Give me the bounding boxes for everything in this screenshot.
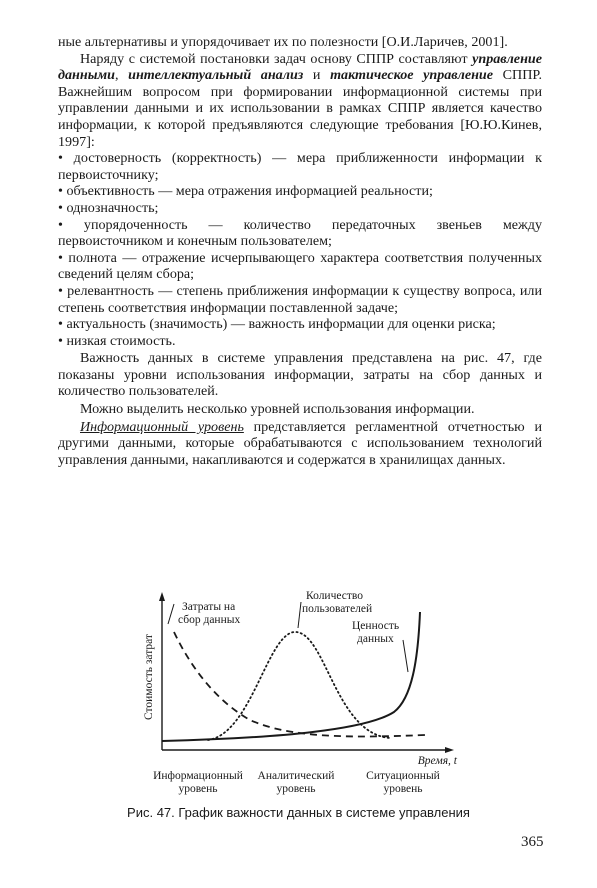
curve-data-costs [174, 632, 425, 736]
bullet-item: • объективность — мера отражения информацией реальности; [58, 183, 433, 200]
figure-47 [130, 588, 470, 800]
term-information-level: Информационный уровень [80, 418, 244, 435]
figure-svg [130, 588, 470, 800]
x-axis-arrow [445, 747, 454, 753]
y-axis-arrow [159, 592, 165, 601]
y-axis-label: Стоимость затрат [143, 634, 155, 720]
text-run: , [114, 67, 129, 84]
leader-users [298, 602, 301, 628]
bullet-item: • полнота — отражение исчерпывающего характера соответствия полученных сведений целям сбора; [58, 249, 542, 283]
level-situational-word: уровень [383, 783, 423, 795]
leader-value [403, 640, 408, 672]
level-analytical-word: уровень [276, 783, 316, 795]
figure-caption: Рис. 47. График важности данных в системе управления [127, 805, 470, 820]
label-users-line1: Количество [306, 590, 363, 602]
paragraph-info-level [58, 419, 542, 469]
level-informational: Информационный [153, 770, 243, 782]
bullet-item: • достоверность (корректность) — мера приближенности информации к первоисточнику; [58, 150, 542, 183]
paragraph-importance: Важность данных в системе управления представлена на рис. 47, где показаны уровни использования информации, затраты на сбор данных и количество пользователей. [58, 350, 542, 400]
level-informational-word: уровень [178, 783, 218, 795]
term-data-management: управление данными [58, 50, 542, 84]
label-value-line1: Ценность [352, 620, 400, 632]
level-situational: Ситуационный [366, 770, 440, 782]
paragraph-continuation: ные альтернативы и упорядочивает их по полезности [О.И.Ларичев, 2001]. [58, 34, 508, 50]
text-run: представляется регламентной отчетностью и другими данными, которые обрабатываются с использованием технологий управления данными, накапливаются и содержатся в хранилищах данных. [58, 418, 542, 468]
term-intelligent-analysis: интеллектуальный анализ [128, 67, 304, 84]
level-analytical: Аналитический [257, 770, 335, 782]
bullet-item: • низкая стоимость. [58, 332, 176, 349]
bullet-item: • однозначность; [58, 199, 159, 216]
page-number: 365 [521, 834, 544, 850]
x-axis-label: Время, t [417, 755, 457, 767]
bullet-item: • релевантность — степень приближения информации к существу вопроса, или степень соответствия информации поставленной задаче; [58, 282, 542, 316]
label-costs-line2: сбор данных [178, 614, 241, 626]
leader-costs [168, 604, 174, 624]
label-users-line2: пользователей [302, 603, 373, 615]
label-costs-line1: Затраты на [182, 601, 236, 613]
page-body [58, 34, 542, 468]
term-tactical-management: тактическое управление [330, 67, 494, 84]
label-value-line2: данных [357, 633, 394, 645]
bullet-item: • упорядоченность — количество передаточных звеньев между первоисточником и конечным пользователем; [58, 216, 542, 250]
text-run: и [303, 67, 331, 84]
text-run: СППР. Важнейшим вопросом при формировании информационной системы при управлении данными и их использовании в рамках СППР является качество информации, к которой предъявляются следующие требования [Ю.Ю.Кинев, 1997]: [58, 67, 542, 150]
text-run: Наряду с системой постановки задач основу СППР составляют [80, 50, 473, 67]
paragraph-dss-basis [58, 51, 542, 151]
paragraph-levels: Можно выделить несколько уровней использования информации. [80, 401, 475, 418]
bullet-item: • актуальность (значимость) — важность информации для оценки риска; [58, 316, 496, 333]
